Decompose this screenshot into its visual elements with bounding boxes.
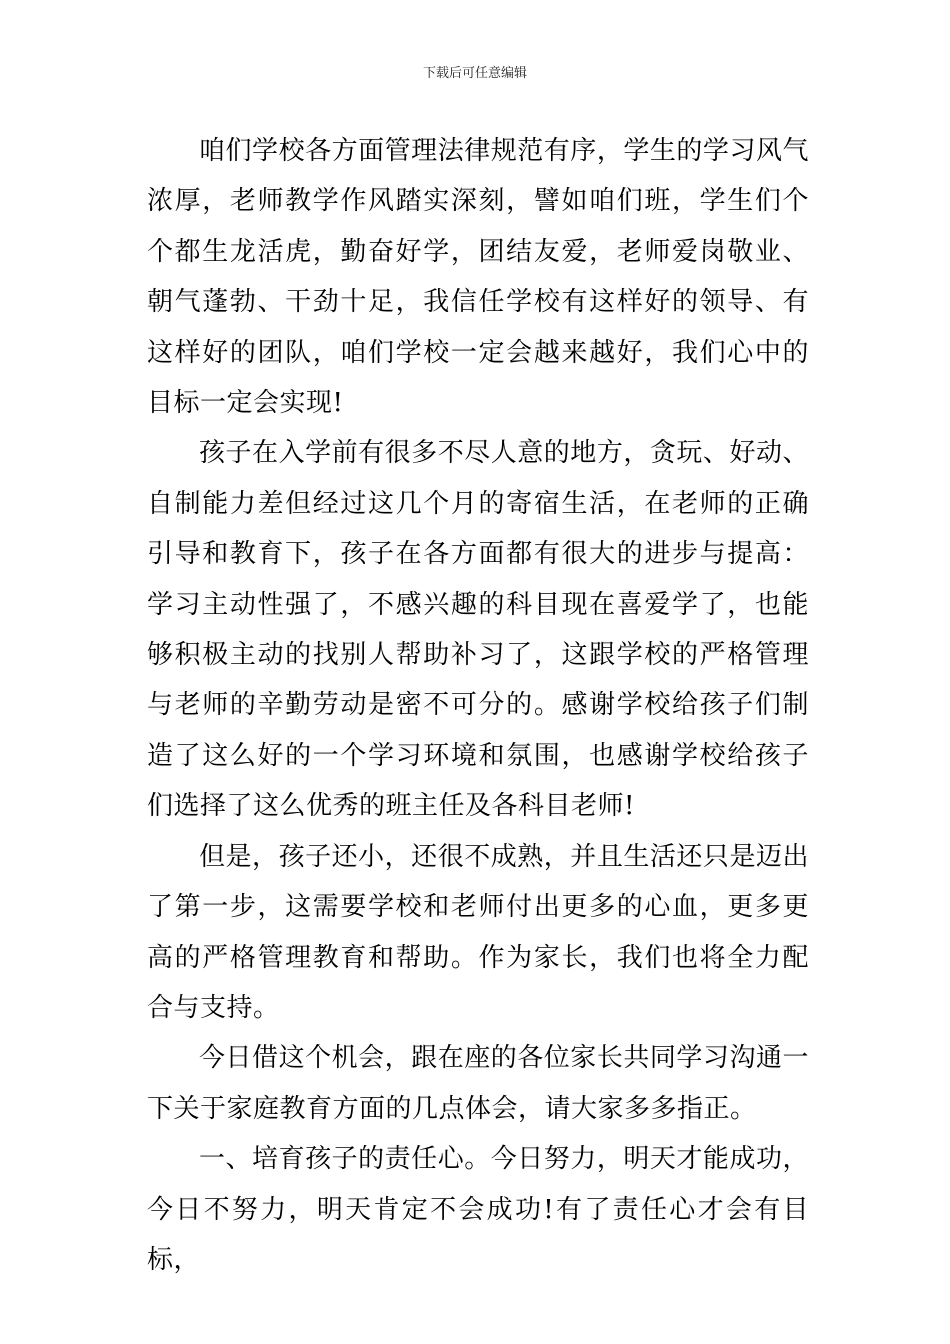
paragraph-3: 但是，孩子还小，还很不成熟，并且生活还只是迈出了第一步，这需要学校和老师付出更多的心血，更多更高的严格管理教育和帮助。作为家长，我们也将全力配合与支持。	[147, 841, 809, 1023]
paragraph-4: 今日借这个机会，跟在座的各位家长共同学习沟通一下关于家庭教育方面的几点体会，请大家多多指正。	[147, 1043, 809, 1124]
paragraph-2: 孩子在入学前有很多不尽人意的地方，贪玩、好动、自制能力差但经过这几个月的寄宿生活，在老师的正确引导和教育下，孩子在各方面都有很大的进步与提高：学习主动性强了，不感兴趣的科目现在喜爱学了，也能够积极主动的找别人帮助补习了，这跟学校的严格管理与老师的辛勤劳动是密不可分的。感谢学校给孩子们制造了这么好的一个学习环境和氛围，也感谢学校给孩子们选择了这么优秀的班主任及各科目老师!	[147, 438, 809, 822]
header-note: 下载后可任意编辑	[422, 66, 527, 81]
paragraph-5: 一、培育孩子的责任心。今日努力，明天才能成功，今日不努力，明天肯定不会成功!有了责任心才会有目标，	[147, 1144, 809, 1275]
paragraph-1: 咱们学校各方面管理法律规范有序，学生的学习风气浓厚，老师教学作风踏实深刻，譬如咱们班，学生们个个都生龙活虎，勤奋好学，团结友爱，老师爱岗敬业、朝气蓬勃、干劲十足，我信任学校有这样好的领导、有这样好的团队，咱们学校一定会越来越好，我们心中的目标一定会实现!	[147, 136, 809, 419]
document-body	[147, 126, 809, 1285]
